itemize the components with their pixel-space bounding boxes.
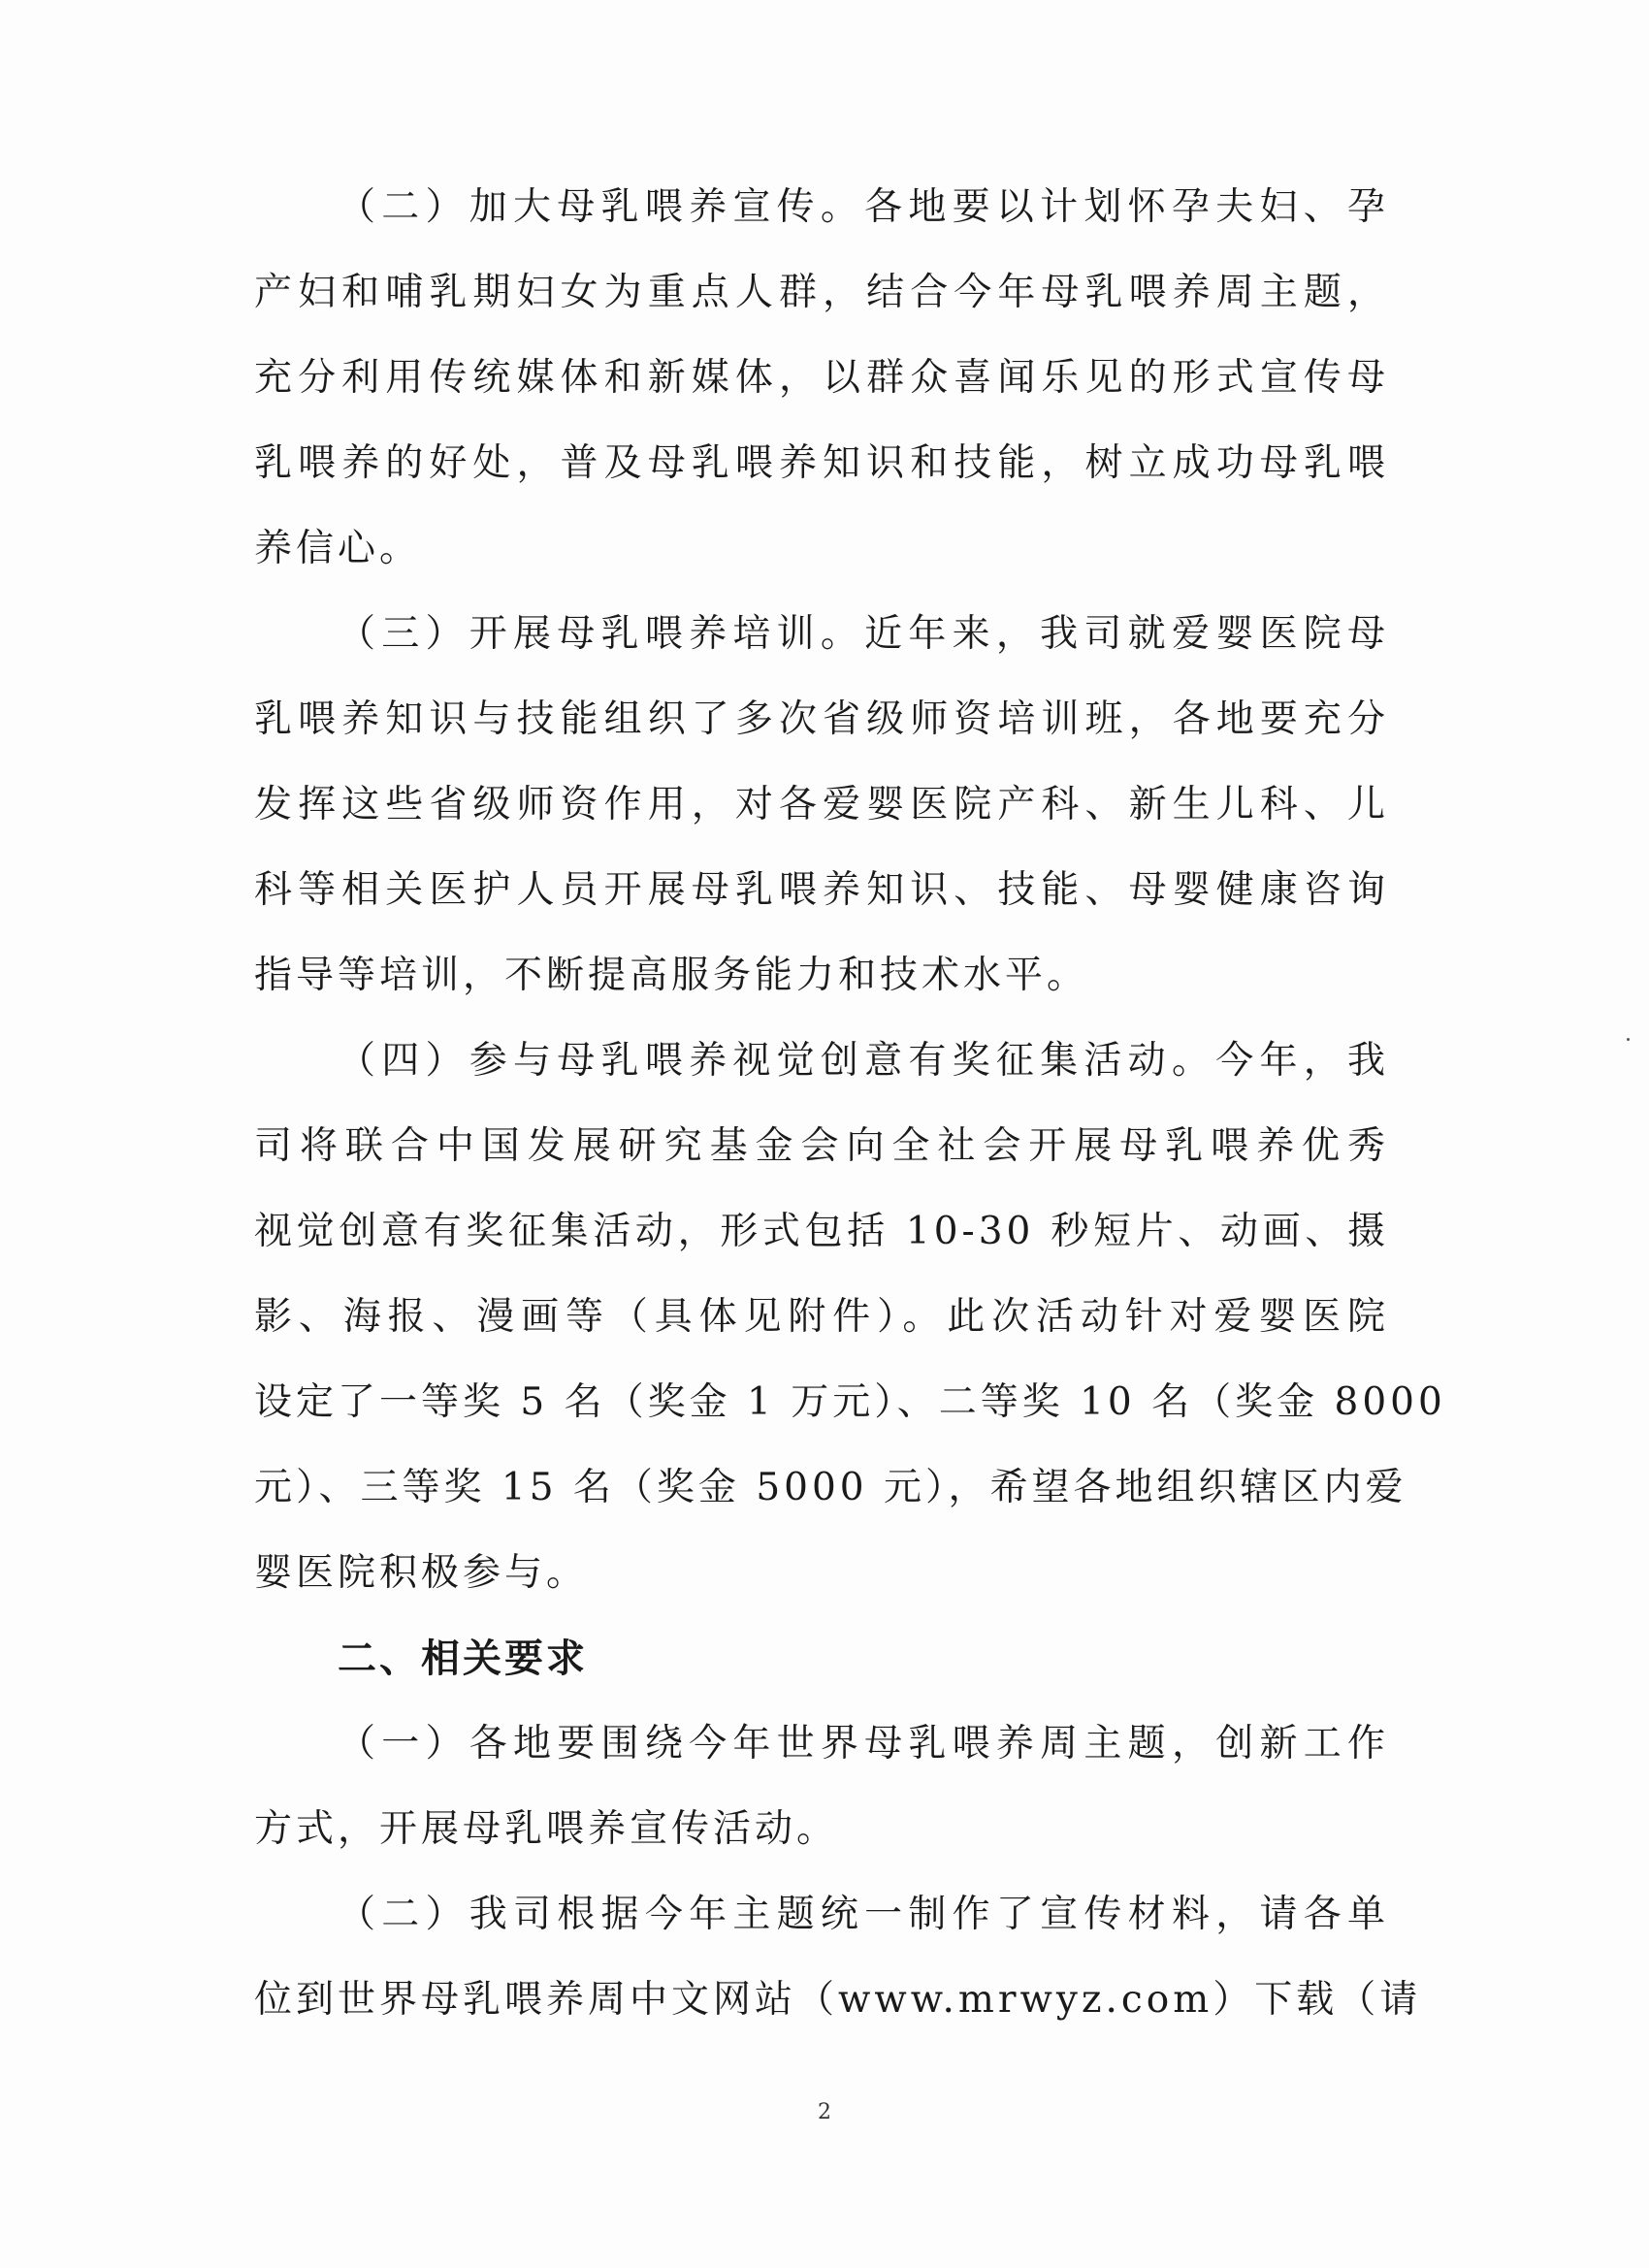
- text-line: 乳喂养知识与技能组织了多次省级师资培训班，各地要充分: [254, 697, 1389, 741]
- page-number: 2: [818, 2100, 831, 2124]
- text-line: 元）、三等奖 15 名（奖金 5000 元），希望各地组织辖区内爱: [254, 1466, 1407, 1509]
- text-line: 位到世界母乳喂养周中文网站（www.mrwyz.com）下载（请: [254, 1978, 1422, 2022]
- text-line: （一）各地要围绕今年世界母乳喂养周主题，创新工作: [338, 1722, 1389, 1766]
- document-body: [254, 165, 1446, 2043]
- text-line: （三）开展母乳喂养培训。近年来，我司就爱婴医院母: [338, 612, 1389, 656]
- text-line: 发挥这些省级师资作用，对各爱婴医院产科、新生儿科、儿: [254, 783, 1389, 826]
- text-line: 视觉创意有奖征集活动，形式包括 10-30 秒短片、动画、摄: [254, 1210, 1389, 1253]
- text-line: （四）参与母乳喂养视觉创意有奖征集活动。今年，我: [338, 1039, 1389, 1083]
- section-heading: 二、相关要求: [338, 1636, 588, 1681]
- text-line: 产妇和哺乳期妇女为重点人群，结合今年母乳喂养周主题，: [254, 271, 1389, 314]
- text-line: 科等相关医护人员开展母乳喂养知识、技能、母婴健康咨询: [254, 868, 1389, 912]
- text-line: 影、海报、漫画等（具体见附件）。此次活动针对爱婴医院: [254, 1295, 1389, 1339]
- text-line: （二）我司根据今年主题统一制作了宣传材料，请各单: [338, 1893, 1389, 1936]
- text-line: 婴医院积极参与。: [254, 1551, 589, 1595]
- text-line: 设定了一等奖 5 名（奖金 1 万元）、二等奖 10 名（奖金 8000: [254, 1380, 1446, 1424]
- text-line: 司将联合中国发展研究基金会向全社会开展母乳喂养优秀: [254, 1124, 1389, 1168]
- text-line: 指导等培训，不断提高服务能力和技术水平。: [254, 954, 1089, 997]
- paragraph-training: [254, 592, 1389, 1019]
- paragraph-promotion: [254, 165, 1389, 592]
- text-line: 方式，开展母乳喂养宣传活动。: [254, 1807, 839, 1851]
- scan-speck: [1627, 1038, 1630, 1041]
- paragraph-creative-contest: [254, 1019, 1446, 1616]
- text-line: 乳喂养的好处，普及母乳喂养知识和技能，树立成功母乳喂: [254, 441, 1389, 485]
- requirement-one: [254, 1701, 1389, 1872]
- requirement-two: [254, 1872, 1422, 2043]
- text-line: 充分利用传统媒体和新媒体，以群众喜闻乐见的形式宣传母: [254, 356, 1389, 400]
- text-line: （二）加大母乳喂养宣传。各地要以计划怀孕夫妇、孕: [338, 185, 1389, 229]
- text-line: 养信心。: [254, 527, 422, 570]
